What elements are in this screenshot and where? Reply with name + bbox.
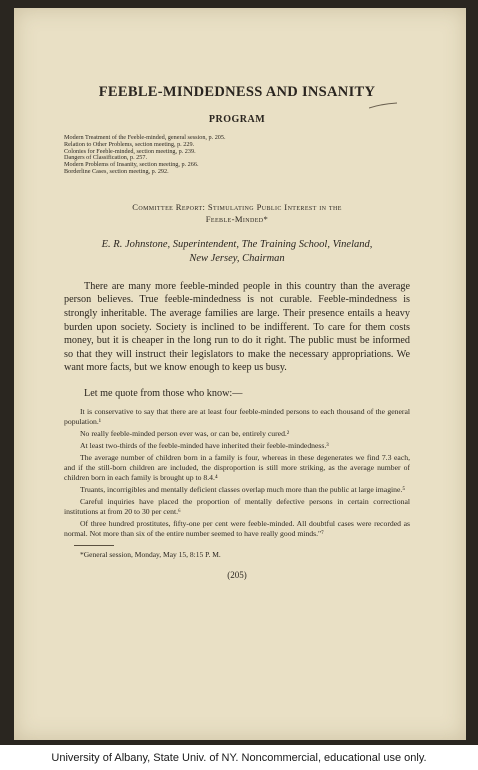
program-list bbox=[64, 135, 410, 176]
intro-line: Let me quote from those who know:— bbox=[84, 387, 243, 399]
rights-caption: University of Albany, State Univ. of NY. Noncommercial, educational use only. bbox=[51, 752, 427, 764]
program-item: Relation to Other Problems, section meeting, p. 229. bbox=[64, 140, 195, 148]
quote-paragraph: Of three hundred prostitutes, fifty-one per cent were feeble-minded. All doubtful cases were recorded as normal. Not more than six of the entire number seemed to have really good minds."⁷ bbox=[64, 518, 410, 538]
program-item: Modern Treatment of the Feeble-minded, general session, p. 205. bbox=[64, 134, 226, 141]
footnote-divider bbox=[74, 545, 114, 546]
chairman-line bbox=[64, 238, 410, 266]
quote-paragraph: The average number of children born in a family is four, whereas in these degenerates we find 7.3 each, and if the still-born children are included, the disproportion is still more striking, as the average number of children born in each family is brought up to 8.4.⁴ bbox=[64, 452, 410, 482]
program-item: Dangers of Classification, p. 257. bbox=[64, 154, 147, 162]
quote-paragraph: Truants, incorrigibles and mentally deficient classes overlap much more than the public at large imagine.⁵ bbox=[80, 484, 406, 494]
committee-line: Feeble-Minded* bbox=[205, 213, 269, 224]
document-page bbox=[14, 8, 466, 740]
program-item: Colonies for Feeble-minded, section meeting, p. 239. bbox=[64, 147, 196, 155]
quote-paragraph: At least two-thirds of the feeble-minded have inherited their feeble-mindedness.³ bbox=[80, 440, 329, 450]
page-title: FEEBLE-MINDEDNESS AND INSANITY bbox=[98, 84, 376, 100]
body-paragraph: There are many more feeble-minded people in this country than the average person believes. True feeble-mindedness is not curable. Feeble-mindedness is strongly inheritable. The average families are large. Their presence entails a heavy burden upon society. Society is inclined to be indifferent. To care for them costs money, but it is cheaper in the long run to do it right. The public must be informed so that they will instruct their legislators to make the necessary appropriations. We want more facts, but we know enough to keep us busy. bbox=[64, 280, 410, 374]
committee-heading bbox=[64, 201, 410, 225]
footnote: *General session, Monday, May 15, 8:15 P. M. bbox=[80, 549, 221, 559]
program-heading: PROGRAM bbox=[208, 114, 266, 125]
page-content bbox=[64, 84, 410, 580]
program-item: Borderline Cases, section meeting, p. 292. bbox=[64, 167, 169, 175]
page-number: (205) bbox=[227, 569, 247, 580]
quotes-block bbox=[64, 407, 410, 539]
quote-paragraph: No really feeble-minded person ever was, or can be, entirely cured.² bbox=[80, 428, 290, 438]
chairman-text: New Jersey, Chairman bbox=[189, 252, 285, 264]
quote-paragraph: Careful inquiries have placed the proportion of mentally defective persons in certain correctional institutions at from 20 to 30 per cent.⁶ bbox=[64, 496, 410, 516]
quote-paragraph: It is conservative to say that there are at least four feeble-minded persons to each thousand of the general population.¹ bbox=[64, 406, 410, 426]
program-item: Modern Problems of Insanity, section meeting, p. 266. bbox=[64, 161, 199, 169]
chairman-text: E. R. Johnstone, Superintendent, The Training School, Vineland, bbox=[101, 238, 373, 250]
committee-line: Committee Report: Stimulating Public Interest in the bbox=[132, 201, 342, 212]
